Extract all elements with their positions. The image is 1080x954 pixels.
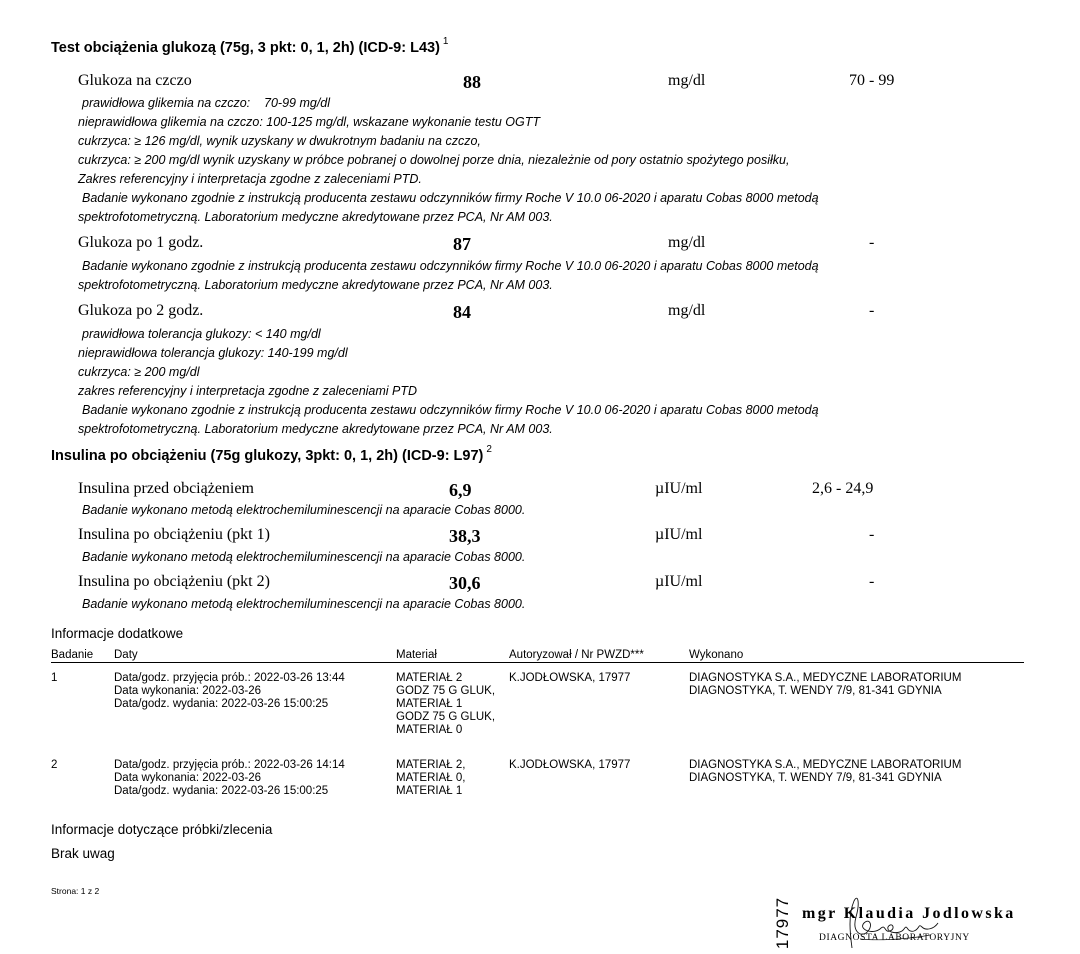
note-line: Badanie wykonano zgodnie z instrukcją producenta zestawu odczynników firmy Roche V 10.0 06-2020 i aparatu Cobas 8000 metodą: [82, 191, 819, 205]
note-line: Badanie wykonano metodą elektrochemiluminescencji na aparacie Cobas 8000.: [82, 597, 526, 611]
page-number: Strona: 1 z 2: [51, 886, 100, 896]
note-line: Badanie wykonano metodą elektrochemiluminescencji na aparacie Cobas 8000.: [82, 550, 526, 564]
stamp-name: mgr Klaudia Jodlowska: [802, 905, 1016, 922]
test-value: 87: [453, 234, 471, 254]
note-line: nieprawidłowa glikemia na czczo: 100-125 mg/dl, wskazane wykonanie testu OGTT: [78, 115, 541, 129]
col-header-badanie: Badanie: [51, 649, 94, 661]
test-range: -: [869, 234, 875, 251]
test-name: Insulina po obciążeniu (pkt 1): [78, 526, 270, 543]
test-unit: µIU/ml: [655, 526, 703, 543]
test-value: 88: [463, 72, 481, 92]
test-name: Glukoza po 2 godz.: [78, 302, 204, 319]
stamp-number: 17977: [773, 896, 792, 950]
test-unit: mg/dl: [668, 234, 706, 251]
cell-material: MATERIAŁ 2 GODZ 75 G GLUK, MATERIAŁ 1 GODZ 75 G GLUK, MATERIAŁ 0: [396, 672, 496, 736]
note-line: Badanie wykonano zgodnie z instrukcją producenta zestawu odczynników firmy Roche V 10.0 06-2020 i aparatu Cobas 8000 metodą: [82, 403, 819, 417]
cell-daty: Data/godz. przyjęcia prób.: 2022-03-26 14:14 Data wykonania: 2022-03-26 Data/godz. wydania: 2022-03-26 15:00:25: [114, 759, 345, 797]
test-name: Insulina przed obciążeniem: [78, 480, 254, 497]
note-line: Badanie wykonano zgodnie z instrukcją producenta zestawu odczynników firmy Roche V 10.0 06-2020 i aparatu Cobas 8000 metodą: [82, 259, 819, 273]
test-value: 84: [453, 302, 471, 322]
test-range: 2,6 - 24,9: [812, 480, 874, 497]
section-title-glucose: Test obciążenia glukozą (75g, 3 pkt: 0, 1, 2h) (ICD-9: L43) $^1$: [51, 36, 449, 56]
col-header-wykonano: Wykonano: [689, 649, 744, 661]
test-unit: µIU/ml: [655, 573, 703, 590]
note-line: Badanie wykonano metodą elektrochemiluminescencji na aparacie Cobas 8000.: [82, 503, 526, 517]
test-range: -: [869, 573, 875, 590]
cell-wykonano: DIAGNOSTYKA S.A., MEDYCZNE LABORATORIUM DIAGNOSTYKA, T. WENDY 7/9, 81-341 GDYNIA: [689, 759, 962, 784]
sample-info-text: Brak uwag: [51, 846, 115, 861]
test-unit: µIU/ml: [655, 480, 703, 497]
section-title-insulin: Insulina po obciążeniu (75g glukozy, 3pkt: 0, 1, 2h) (ICD-9: L97) $^2$: [51, 444, 492, 464]
test-unit: mg/dl: [668, 302, 706, 319]
note-line: spektrofotometryczną. Laboratorium medyczne akredytowane przez PCA, Nr AM 003.: [78, 278, 553, 292]
signature: [830, 893, 950, 953]
note-line: cukrzyca: ≥ 126 mg/dl, wynik uzyskany w dwukrotnym badaniu na czczo,: [78, 134, 481, 148]
note-line: prawidłowa tolerancja glukozy: < 140 mg/dl: [82, 327, 321, 341]
test-name: Insulina po obciążeniu (pkt 2): [78, 573, 270, 590]
note-line: nieprawidłowa tolerancja glukozy: 140-199 mg/dl: [78, 346, 348, 360]
test-unit: mg/dl: [668, 72, 706, 89]
cell-wykonano: DIAGNOSTYKA S.A., MEDYCZNE LABORATORIUM DIAGNOSTYKA, T. WENDY 7/9, 81-341 GDYNIA: [689, 672, 962, 697]
note-line: Zakres referencyjny i interpretacja zgodne z zaleceniami PTD.: [78, 172, 422, 186]
note-line: spektrofotometryczną. Laboratorium medyczne akredytowane przez PCA, Nr AM 003.: [78, 422, 553, 436]
test-range: -: [869, 302, 875, 319]
test-name: Glukoza na czczo: [78, 72, 192, 89]
sample-info-title: Informacje dotyczące próbki/zlecenia: [51, 822, 273, 837]
col-header-material: Materiał: [396, 649, 437, 661]
stamp-role: DIAGNOSTA LABORATORYJNY: [819, 933, 970, 943]
footnote-ref: 2: [486, 444, 492, 455]
cell-badanie: 1: [51, 672, 58, 684]
test-value: 30,6: [449, 573, 481, 593]
note-line: prawidłowa glikemia na czczo: 70-99 mg/dl: [82, 96, 331, 110]
info-title: Informacje dodatkowe: [51, 626, 184, 641]
header-rule: [51, 662, 1024, 663]
note-line: spektrofotometryczną. Laboratorium medyczne akredytowane przez PCA, Nr AM 003.: [78, 210, 553, 224]
footnote-ref: 1: [442, 36, 449, 47]
cell-material: MATERIAŁ 2, MATERIAŁ 0, MATERIAŁ 1: [396, 759, 466, 797]
test-range: -: [869, 526, 875, 543]
cell-daty: Data/godz. przyjęcia prób.: 2022-03-26 13:44 Data wykonania: 2022-03-26 Data/godz. wydania: 2022-03-26 15:00:25: [114, 672, 345, 710]
note-line: zakres referencyjny i interpretacja zgodne z zaleceniami PTD: [78, 384, 418, 398]
test-range: 70 - 99: [849, 72, 895, 89]
test-name: Glukoza po 1 godz.: [78, 234, 204, 251]
cell-badanie: 2: [51, 759, 58, 771]
test-value: 6,9: [449, 480, 472, 500]
note-line: cukrzyca: ≥ 200 mg/dl: [78, 365, 200, 379]
cell-autor: K.JODŁOWSKA, 17977: [509, 672, 631, 684]
col-header-daty: Daty: [114, 649, 138, 661]
note-line: cukrzyca: ≥ 200 mg/dl wynik uzyskany w próbce pobranej o dowolnej porze dnia, niezależnie od pory ostatnio spożytego posiłku,: [78, 153, 790, 167]
test-value: 38,3: [449, 526, 481, 546]
col-header-autor: Autoryzował / Nr PWZD***: [509, 649, 644, 661]
cell-autor: K.JODŁOWSKA, 17977: [509, 759, 631, 771]
